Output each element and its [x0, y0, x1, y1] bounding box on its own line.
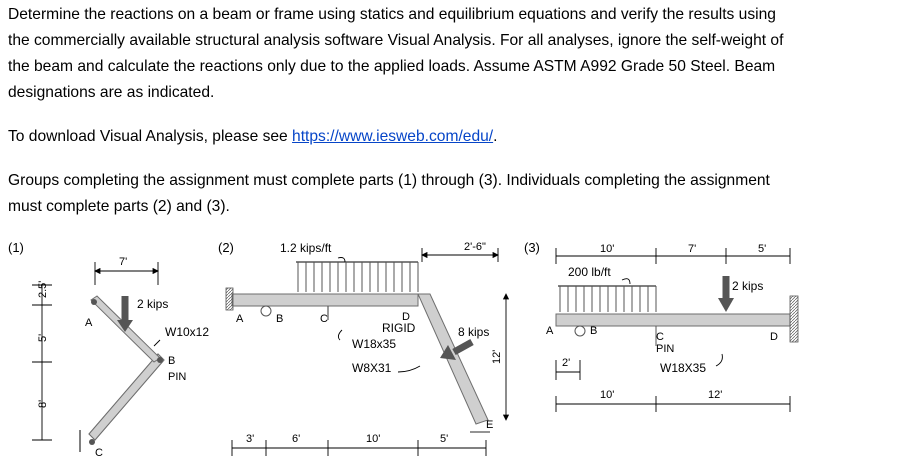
fig2-rigid-label: RIGID: [382, 321, 416, 335]
fig1-load-label: 2 kips: [137, 297, 169, 311]
groups-paragraph: Groups completing the assignment must complete parts (1) through (3). Individuals completing the assignment must complete parts (2) and (3).: [8, 172, 770, 215]
figure-2: [218, 240, 506, 456]
fig1-point-c: C: [95, 447, 103, 459]
fig3-pin-label: PIN: [656, 343, 675, 355]
fig3-section: W18X35: [660, 361, 707, 375]
fig3-point-b: B: [590, 325, 598, 337]
fig3-dim-2: 2': [562, 357, 571, 369]
intro-paragraph: Determine the reactions on a beam or frame using statics and equilibrium equations and verify the results using the commercially available structural analysis software Visual Analysis. For all analyses, ignore the self-weight of the beam and calculate the reactions only due to the applied loads. Assume ASTM A992 Grade 50 Steel. Beam designations are as indicated.: [8, 6, 784, 101]
fig3-dim-10a: 10': [600, 243, 615, 255]
fig2-beam-section: W18x35: [352, 337, 397, 351]
fig3-dim-12: 12': [708, 389, 723, 401]
download-link[interactable]: https://www.iesweb.com/edu/: [292, 128, 494, 145]
fig3-point-a: A: [546, 325, 554, 337]
fig1-point-a: A: [85, 317, 93, 329]
figure-3: [524, 240, 798, 412]
fig1-support-pin: PIN: [168, 371, 187, 383]
fig2-point-e: E: [486, 419, 494, 431]
fig1-dim-7: 7': [119, 256, 128, 268]
fig1-dim-2-5: 2.5': [37, 280, 49, 298]
fig2-col-section: W8X31: [352, 361, 392, 375]
fig2-dim-3: 3': [246, 433, 255, 445]
fig2-point-a: A: [236, 313, 244, 325]
fig3-dim-10b: 10': [600, 389, 615, 401]
fig1-number: (1): [8, 240, 24, 255]
fig2-point-load-label: 8 kips: [458, 325, 490, 339]
fig2-dim-12: 12': [491, 349, 503, 364]
fig3-dim-7: 7': [688, 243, 697, 255]
fig3-number: (3): [524, 240, 540, 255]
fig3-dist-load-label: 200 lb/ft: [568, 265, 611, 279]
fig1-section: W10x12: [165, 325, 210, 339]
fig2-dim-6: 6': [292, 433, 301, 445]
figure-1: [8, 240, 209, 459]
fig1-dim-5: 5': [37, 333, 49, 342]
fig3-dim-5: 5': [758, 243, 767, 255]
fig2-load-arrow: [454, 342, 472, 352]
fig2-number: (2): [218, 240, 234, 255]
fig2-dim-5: 5': [440, 433, 449, 445]
fig3-dist-load-arrows: [560, 286, 656, 312]
download-suffix: .: [493, 128, 498, 145]
fig2-point-d: D: [402, 311, 410, 323]
fig1-dim-8: 8': [37, 399, 49, 408]
fig3-point-d: D: [770, 331, 778, 343]
download-prefix: To download Visual Analysis, please see: [8, 128, 293, 145]
fig2-beam: [232, 294, 418, 306]
fig2-point-c: C: [320, 313, 328, 325]
fig2-dist-load-label: 1.2 kips/ft: [280, 241, 332, 255]
fig2-dim-10: 10': [366, 433, 381, 445]
fig1-point-b: B: [168, 355, 176, 367]
fig3-point-load-label: 2 kips: [732, 279, 764, 293]
fig2-point-b: B: [276, 313, 284, 325]
fig2-dim-2-6: 2'-6": [464, 241, 486, 253]
fig3-fixed-wall: [790, 296, 798, 342]
fig3-point-c: C: [656, 331, 664, 343]
fig2-dist-load-arrows: [298, 262, 418, 292]
